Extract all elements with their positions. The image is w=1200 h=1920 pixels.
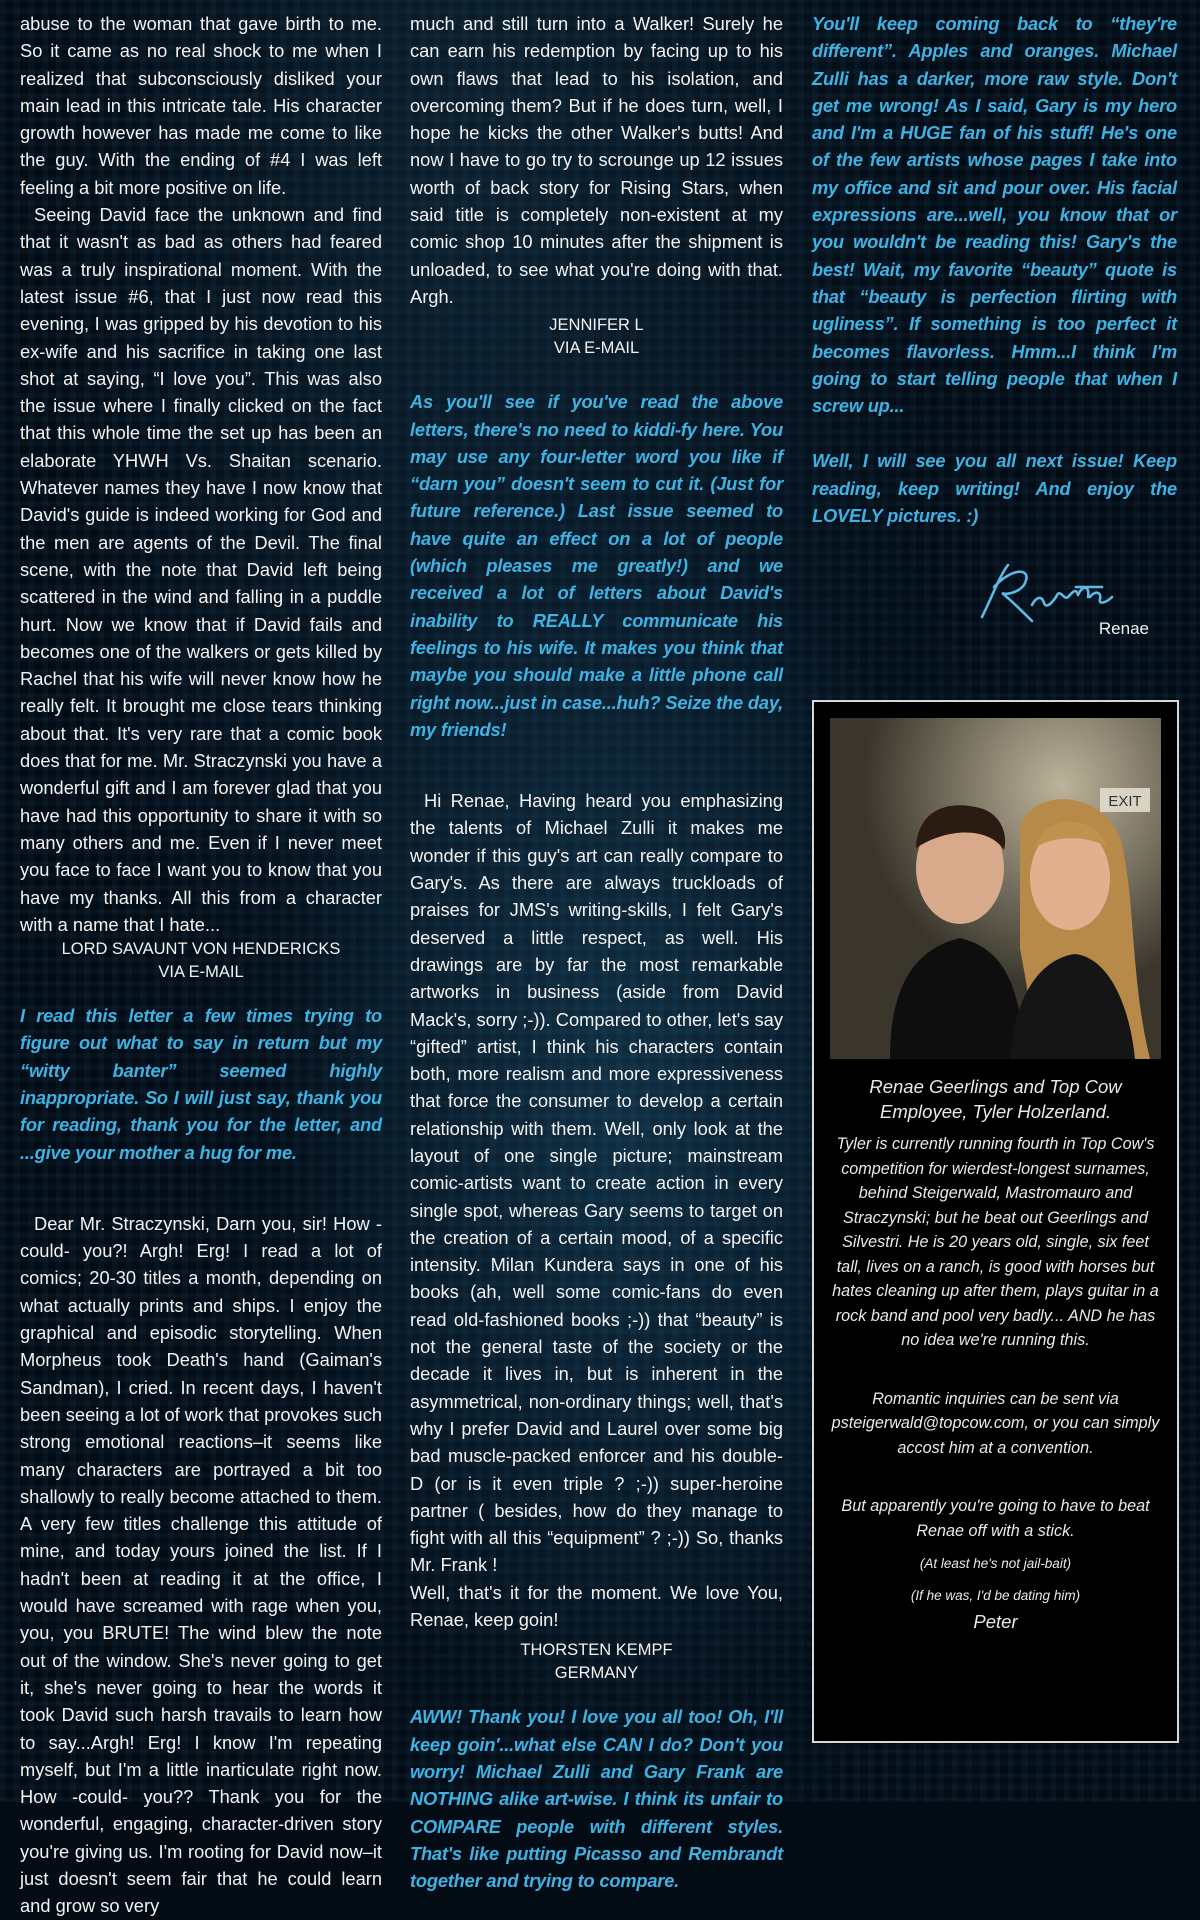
letters-column-left [20, 10, 382, 1920]
editor-reply: You'll keep coming back to “they're different”. Apples and oranges. Michael Zulli has a darker, more raw style. Don't get me wrong! As I said, Gary is my hero and I'm a HUGE fan of his stuff! He's one of the few artists whose pages I take into my office and sit and pour over. His facial expressions are...well, you know that or you wouldn't be reading this! Gary's the best! Wait, my favorite “beauty” quote is that “beauty is perfection flirting with ugliness”. If something is too perfect it becomes flavorless. Hmm...I think I'm going to start telling people that when I screw up... [812, 13, 1177, 417]
caption-title: Renae Geerlings and Top Cow Employee, Tyler Holzerland. [869, 1076, 1122, 1122]
signature-name: JENNIFER L [549, 316, 644, 335]
letters-column-middle [410, 10, 783, 1894]
editor-reply: As you'll see if you've read the above letters, there's no need to kiddi-fy here. You may use any four-letter word you like if “darn you” doesn't seem to cut it. (Just for future reference.) Last issue seemed to have quite an effect on a lot of people (which pleases me greatly!) and we received a lot of letters about David's inability to REALLY communicate his feelings to his wife. It makes you think that maybe you should make a little phone call right now...just in case...huh? Seize the day, my friends! [410, 391, 783, 740]
signature-source: VIA E-MAIL [158, 963, 244, 982]
letter-text: Well, that's it for the moment. We love You, Renae, keep goin! [410, 1581, 783, 1631]
photo-caption [830, 1074, 1161, 1633]
editor-reply: Well, I will see you all next issue! Keep reading, keep writing! And enjoy the LOVELY pictures. :) [812, 450, 1177, 527]
signature-source: VIA E-MAIL [553, 339, 640, 358]
letter-signature [410, 314, 783, 360]
photo-sidebar-box [812, 700, 1179, 1743]
letter-text: much and still turn into a Walker! Surely he can earn his redemption by facing up to his own flaws that lead to his isolation, and overcoming them? But if he does turn, well, I hope he kicks the other Walker's butts! And now I have to go try to scrounge up 12 issues worth of back story for Rising Stars, when said title is completely non-existent at my comic shop 10 minutes after the shipment is unloaded, to see what you're doing with that. Argh. [410, 13, 783, 307]
caption-stick: But apparently you're going to have to beat Renae off with a stick. [841, 1497, 1150, 1540]
caption-contact: Romantic inquiries can be sent via psteigerwald@topcow.com, or you can simply accost him at a convention. [831, 1389, 1160, 1457]
letter-text: Hi Renae, Having heard you emphasizing the talents of Michael Zulli it makes me wonder if this guy's art can really compare to Gary's. As there are always truckloads of praises for JMS's writing-skills, I felt Gary's deserved a little respect, as well. His drawings are by far the most remarkable artworks in business (aside from David Mack's, sorry ;-)). Compared to other, let's say “gifted” artist, I think his characters contain both, more realism and more expressiveness that force the consumer to develop a certain relationship with them. Well, only look at the layout of one single picture; mainstream comic-artists want to create action in every single spot, whereas Gary seems to target on the creation of a certain mood, of a specific intensity. Milan Kundera says in one of his books (ah, well some comic-fans do even read old-fashioned books ;-)) that “beauty” is not the general taste of the society or the decade it lives in, but is inherent in the asymmetrical, non-ordinary things; well, that's why I prefer David and Laurel over some big bad muscle-packed enforcer and his double-D (or is it even triple ? ;-)) super-heroine partner ( besides, how do they manage to fight with all this “equipment” ? ;-)) So, thanks Mr. Frank ! [410, 790, 783, 1576]
letters-column-right [812, 10, 1177, 657]
signature-name: Renae [1098, 619, 1149, 639]
letter-text: Seeing David face the unknown and find that it wasn't as bad as others had feared was a truly inspirational moment. With the latest issue #6, that I just now read this evening, I was gripped by his devotion to his ex-wife and his sacrifice in taking one last shot at saying, “I love you”. This was also the issue where I finally clicked on the fact that this whole time the set up has been an elaborate YHWH Vs. Shaitan scenario. Whatever names they have I now know that David's guide is indeed working for God and the men are agents of the Devil. The final scene, with the note that David left being scattered in the wind and falling in a puddle hurt. Now we know that if David fails and becomes one of the walkers or gets killed by Rachel that his wife will never know how he really felt. It brought me close tears thinking about that. It's very rare that a comic book does that for me. Mr. Straczynski you have a wonderful gift and I am forever glad that you have had this opportunity to share it with so many others and me. Even if I never meet you face to face I want you to know that you have my thanks. All this from a character with a name that I hate... [20, 204, 382, 935]
editor-signature [812, 557, 1177, 657]
caption-dating: (If he was, I'd be dating him) [910, 1588, 1081, 1603]
letter-text: Dear Mr. Straczynski, Darn you, sir! How -could- you?! Argh! Erg! I read a lot of comics; 20-30 titles a month, depending on what actually prints and ships. I enjoy the graphical and episodic storytelling. When Morpheus took Death's hand (Gaiman's Sandman), I cried. In recent days, I haven't been seeing a lot of work that provokes such strong emotional reactions–it seems like many characters are portrayed a bit too shallowly to really become attached to them. A very few titles challenge this attitude of mine, and today yours joined the list. If I hadn't been at reading it at the office, I would have screamed with rage when you, you, you BRUTE! The wind blew the note out of the window. She's never going to get it, she's never going to hear the words it took David such harsh travails to learn how to say...Argh! Erg! I know I'm repeating myself, but I'm a little inarticulate right now. How -could- you?? Thank you for the wonderful, engaging, character-driven story you're giving us. I'm rooting for David now–it just doesn't seem fair that he could learn and grow so very [20, 1212, 382, 1917]
editor-reply: I read this letter a few times trying to figure out what to say in return but my “witty banter” seemed highly inappropriate. So I will just say, thank you for reading, thank you for the letter, and ...give your mother a hug for me. [20, 1005, 382, 1163]
caption-body: Tyler is currently running fourth in Top Cow's competition for wierdest-longest surnames, behind Steigerwald, Mastromauro and Straczynski; but he beat out Geerlings and Silvestri. He is 20 years old, single, six feet tall, lives on a ranch, is good with horses but hates cleaning up after them, plays guitar in a rock band and pool very badly... AND he has no idea we're running this. [832, 1135, 1159, 1349]
letter-signature [410, 1639, 783, 1685]
staff-photo [830, 718, 1161, 1059]
editor-reply: AWW! Thank you! I love you all too! Oh, I'll keep goin'...what else CAN I do? Don't you worry! Michael Zulli and Gary Frank are NOTHING alike art-wise. I think its unfair to COMPARE people with different styles. That's like putting Picasso and Rembrandt together and trying to compare. [410, 1706, 783, 1892]
caption-jail-bait: (At least he's not jail-bait) [919, 1556, 1072, 1571]
letter-text: abuse to the woman that gave birth to me. So it came as no real shock to me when I realized that subconsciously disliked your main lead in this intricate tale. His character growth however has made me come to like the guy. With the ending of #4 I was left feeling a bit more positive on life. [20, 13, 382, 198]
photo-illustration [830, 718, 1161, 1059]
signature-name: THORSTEN KEMPF [520, 1641, 673, 1660]
signature-name: LORD SAVAUNT VON HENDERICKS [61, 940, 341, 959]
letter-signature [20, 938, 382, 984]
exit-sign-text: EXIT [1108, 793, 1142, 810]
caption-signoff: Peter [973, 1611, 1018, 1632]
signature-source: GERMANY [554, 1664, 639, 1683]
